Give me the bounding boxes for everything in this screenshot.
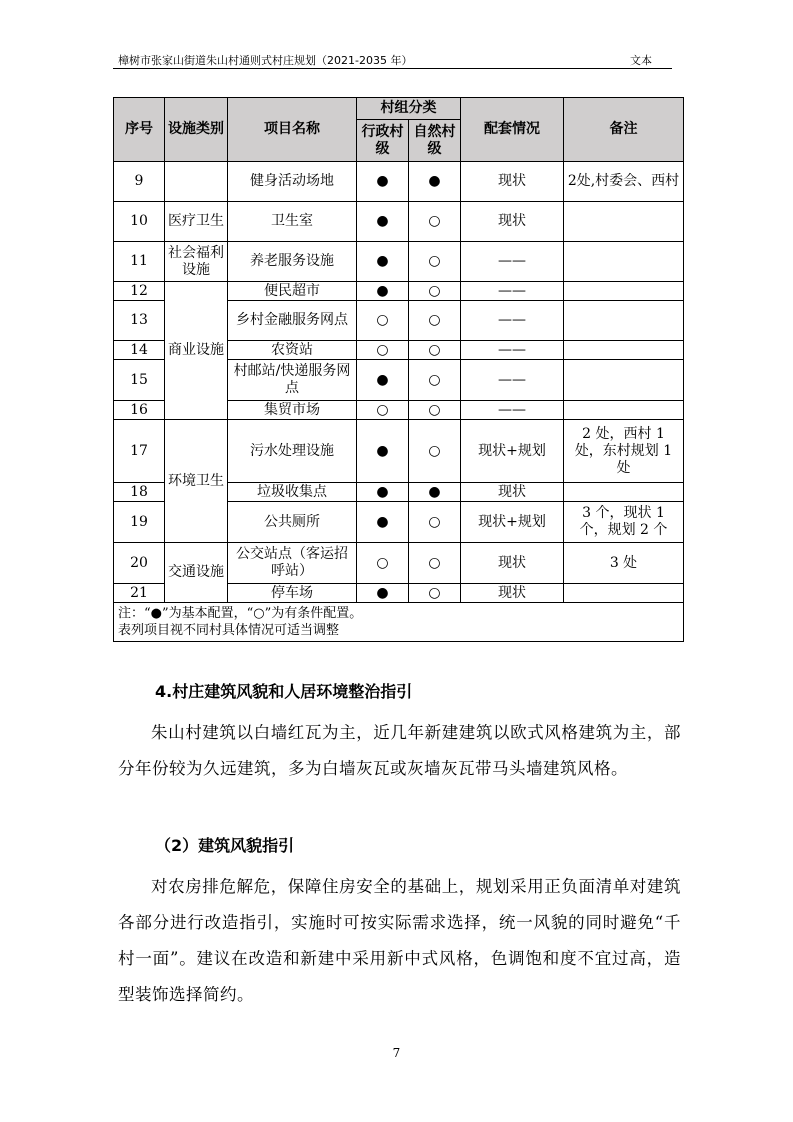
- project-name: 健身活动场地: [228, 162, 357, 202]
- row-number: 20: [114, 543, 165, 584]
- natural-level-mark: ○: [409, 360, 461, 401]
- table-row: [114, 202, 684, 242]
- natural-level-mark: ●: [409, 483, 461, 502]
- page-header: [113, 50, 672, 69]
- body-paragraph-2: 对农房排危解危，保障住房安全的基础上，规划采用正负面清单对建筑各部分进行改造指引，实施时可按实际需求选择，统一风貌的同时避免“千村一面”。建议在改造和新建中采用新中式风格，色调饱和度不宜过高，造型装饰选择简约。: [118, 877, 681, 1004]
- table-row: [114, 282, 684, 301]
- row-number: 10: [114, 202, 165, 242]
- remark-cell: [564, 341, 684, 360]
- remark-cell: [564, 301, 684, 341]
- natural-level-mark: ○: [409, 242, 461, 282]
- table-row: [114, 242, 684, 282]
- table-row: [114, 420, 684, 483]
- table-note-row: [114, 603, 684, 642]
- status-cell: ——: [461, 401, 564, 420]
- remark-cell: 2处,村委会、西村: [564, 162, 684, 202]
- status-cell: 现状: [461, 483, 564, 502]
- project-name: 公交站点（客运招呼站）: [228, 543, 357, 584]
- project-name: 集贸市场: [228, 401, 357, 420]
- project-name: 养老服务设施: [228, 242, 357, 282]
- header-category: 设施类别: [165, 98, 228, 162]
- natural-level-mark: ○: [409, 502, 461, 543]
- project-name: 卫生室: [228, 202, 357, 242]
- status-cell: 现状: [461, 543, 564, 584]
- admin-level-mark: ○: [357, 401, 409, 420]
- admin-level-mark: ●: [357, 282, 409, 301]
- row-number: 17: [114, 420, 165, 483]
- status-cell: 现状: [461, 202, 564, 242]
- natural-level-mark: ○: [409, 584, 461, 603]
- remark-cell: [564, 282, 684, 301]
- remark-cell: 2 处，西村 1 处，东村规划 1 处: [564, 420, 684, 483]
- row-number: 14: [114, 341, 165, 360]
- table-row: [114, 162, 684, 202]
- row-number: 9: [114, 162, 165, 202]
- row-number: 21: [114, 584, 165, 603]
- header-remark: 备注: [564, 98, 684, 162]
- project-name: 便民超市: [228, 282, 357, 301]
- admin-level-mark: ○: [357, 301, 409, 341]
- admin-level-mark: ●: [357, 242, 409, 282]
- category-cell: 社会福利设施: [165, 242, 228, 282]
- natural-level-mark: ●: [409, 162, 461, 202]
- natural-level-mark: ○: [409, 341, 461, 360]
- header-project-name: 项目名称: [228, 98, 357, 162]
- project-name: 垃圾收集点: [228, 483, 357, 502]
- admin-level-mark: ●: [357, 584, 409, 603]
- remark-cell: [564, 483, 684, 502]
- header-status: 配套情况: [461, 98, 564, 162]
- section-heading: 4.村庄建筑风貌和人居环境整治指引: [155, 682, 413, 701]
- header-natural-village: 自然村级: [409, 120, 461, 162]
- admin-level-mark: ●: [357, 483, 409, 502]
- natural-level-mark: ○: [409, 202, 461, 242]
- category-cell: 交通设施: [165, 543, 228, 603]
- admin-level-mark: ●: [357, 162, 409, 202]
- subsection-heading: （2）建筑风貌指引: [155, 836, 295, 855]
- admin-level-mark: ●: [357, 360, 409, 401]
- natural-level-mark: ○: [409, 301, 461, 341]
- status-cell: 现状: [461, 162, 564, 202]
- table-note: [114, 603, 684, 642]
- remark-cell: [564, 242, 684, 282]
- row-number: 11: [114, 242, 165, 282]
- remark-cell: [564, 584, 684, 603]
- remark-cell: [564, 360, 684, 401]
- status-cell: ——: [461, 360, 564, 401]
- natural-level-mark: ○: [409, 420, 461, 483]
- natural-level-mark: ○: [409, 282, 461, 301]
- natural-level-mark: ○: [409, 543, 461, 584]
- admin-level-mark: ●: [357, 420, 409, 483]
- status-cell: 现状: [461, 584, 564, 603]
- header-seq: 序号: [114, 98, 165, 162]
- admin-level-mark: ●: [357, 202, 409, 242]
- row-number: 15: [114, 360, 165, 401]
- remark-cell: 3 个，现状 1 个，规划 2 个: [564, 502, 684, 543]
- row-number: 13: [114, 301, 165, 341]
- header-village-group: 村组分类: [357, 98, 461, 120]
- table-note-line-2: 表列项目视不同村具体情况可适当调整: [118, 623, 340, 638]
- table-note-line-1: 注：“●”为基本配置，“○”为有条件配置。: [118, 606, 363, 621]
- project-name: 村邮站/快递服务网点: [228, 360, 357, 401]
- row-number: 12: [114, 282, 165, 301]
- remark-cell: [564, 202, 684, 242]
- header-section-label: 文本: [630, 54, 652, 67]
- category-cell: 商业设施: [165, 282, 228, 420]
- project-name: 污水处理设施: [228, 420, 357, 483]
- row-number: 16: [114, 401, 165, 420]
- remark-cell: [564, 401, 684, 420]
- project-name: 农资站: [228, 341, 357, 360]
- admin-level-mark: ○: [357, 543, 409, 584]
- category-cell: 医疗卫生: [165, 202, 228, 242]
- category-cell: 环境卫生: [165, 420, 228, 543]
- admin-level-mark: ○: [357, 341, 409, 360]
- status-cell: 现状+规划: [461, 420, 564, 483]
- page-number: 7: [392, 1046, 401, 1060]
- project-name: 停车场: [228, 584, 357, 603]
- project-name: 公共厕所: [228, 502, 357, 543]
- status-cell: 现状+规划: [461, 502, 564, 543]
- remark-cell: 3 处: [564, 543, 684, 584]
- status-cell: ——: [461, 242, 564, 282]
- category-cell: [165, 162, 228, 202]
- natural-level-mark: ○: [409, 401, 461, 420]
- row-number: 18: [114, 483, 165, 502]
- header-admin-village: 行政村级: [357, 120, 409, 162]
- table-row: [114, 543, 684, 584]
- status-cell: ——: [461, 301, 564, 341]
- status-cell: ——: [461, 282, 564, 301]
- header-title: 樟树市张家山街道朱山村通则式村庄规划（2021-2035 年）: [118, 54, 413, 67]
- body-paragraph-1: 朱山村建筑以白墙红瓦为主，近几年新建建筑以欧式风格建筑为主，部分年份较为久远建筑，多为白墙灰瓦或灰墙灰瓦带马头墙建筑风格。: [118, 723, 681, 778]
- facility-table: [113, 97, 684, 642]
- project-name: 乡村金融服务网点: [228, 301, 357, 341]
- admin-level-mark: ●: [357, 502, 409, 543]
- row-number: 19: [114, 502, 165, 543]
- status-cell: ——: [461, 341, 564, 360]
